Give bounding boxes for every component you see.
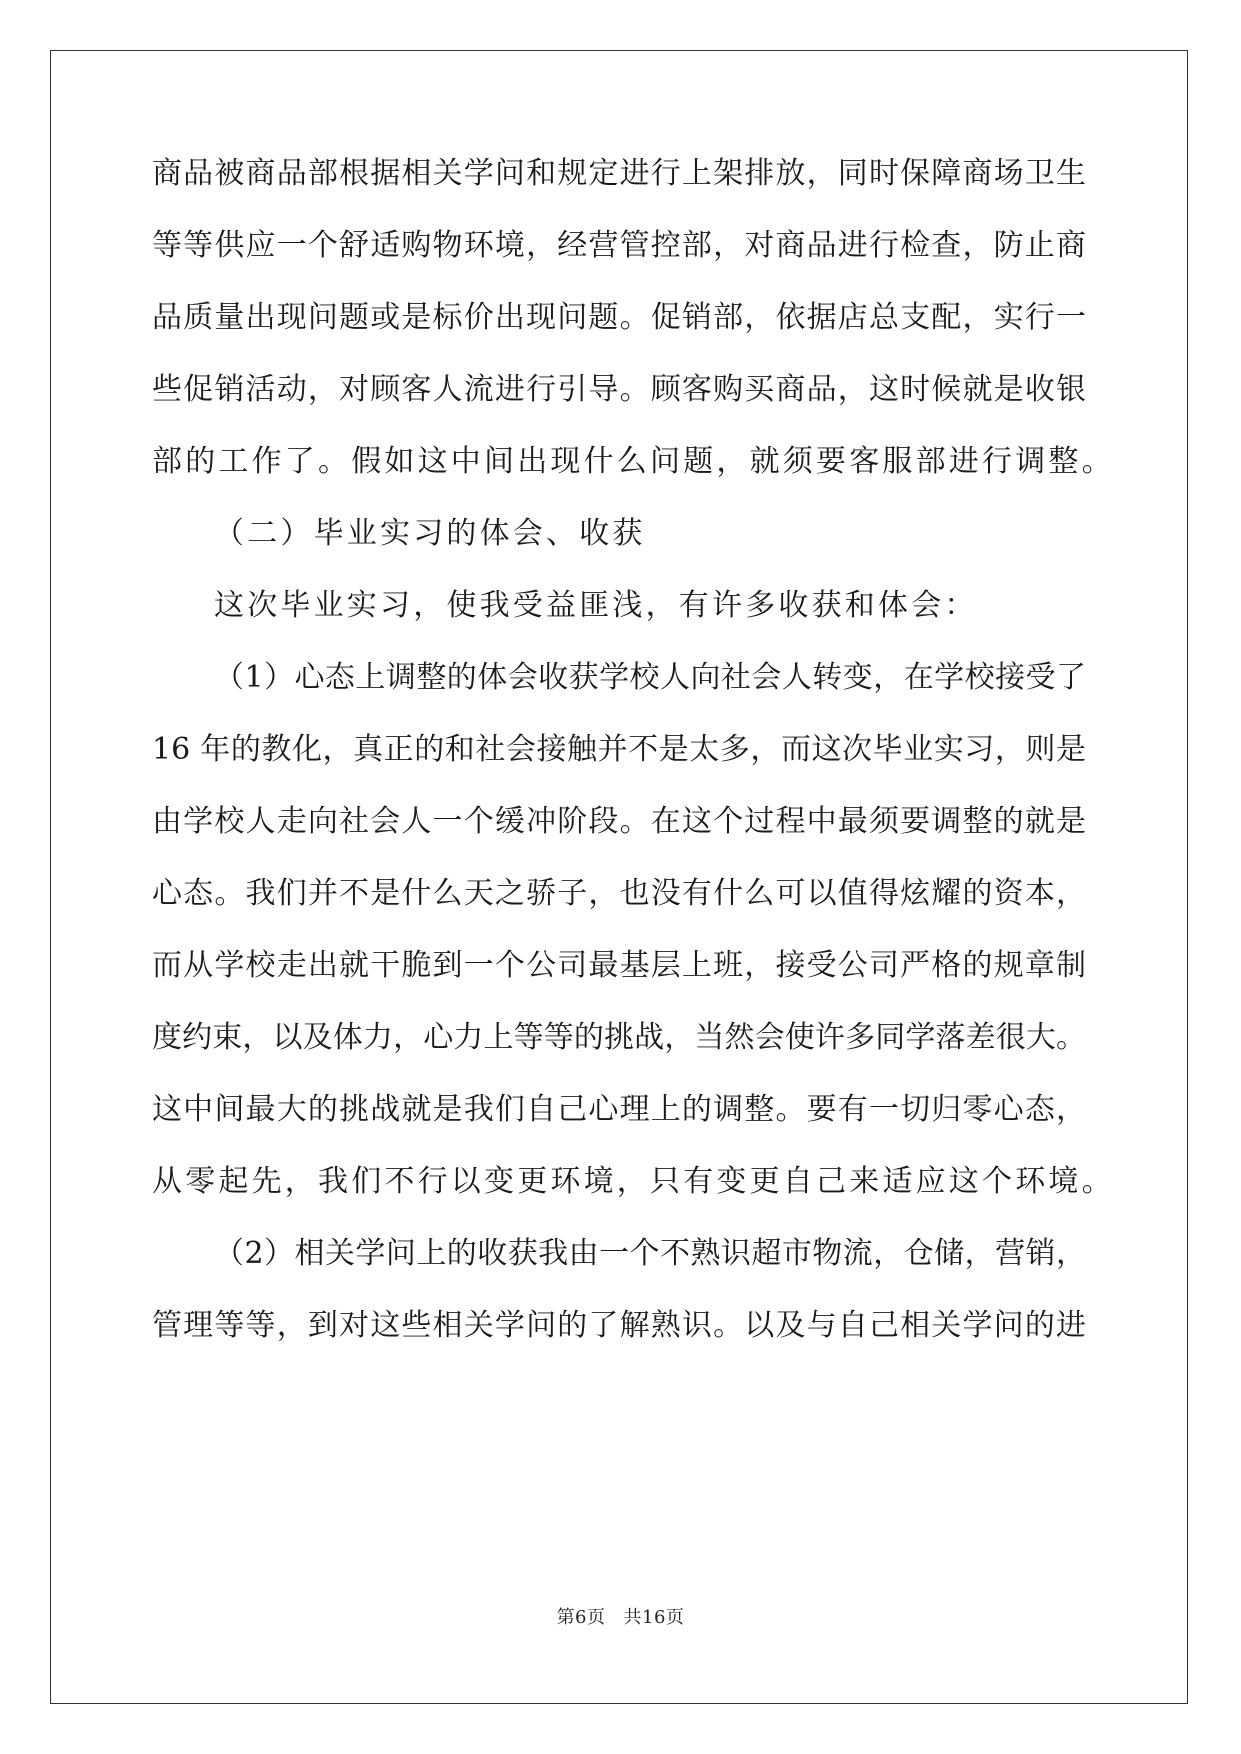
text-line-11: 心态。我们并不是什么天之骄子，也没有什么可以值得炫耀的资本，: [152, 876, 1086, 911]
page-number: 第6页: [556, 1607, 606, 1628]
text-line-4: 些促销活动，对顾客人流进行引导。顾客购买商品，这时候就是收银: [152, 372, 1086, 407]
text-line-8: （1）心态上调整的体会收获学校人向社会人转变，在学校接受了: [214, 660, 1086, 695]
text-line-3: 品质量出现问题或是标价出现问题。促销部，依据店总支配，实行一: [152, 300, 1086, 335]
text-line-17: 管理等等，到对这些相关学问的了解熟识。以及与自己相关学问的进: [152, 1308, 1086, 1343]
section-heading: （二）毕业实习的体会、收获: [214, 516, 646, 551]
text-line-2: 等等供应一个舒适购物环境，经营管控部，对商品进行检查，防止商: [152, 228, 1086, 263]
text-line-1: 商品被商品部根据相关学问和规定进行上架排放，同时保障商场卫生: [152, 156, 1086, 191]
page-total: 共16页: [623, 1607, 685, 1628]
text-line-13: 度约束，以及体力，心力上等等的挑战，当然会使许多同学落差很大。: [152, 1020, 1086, 1055]
text-line-15: 从零起先，我们不行以变更环境，只有变更自己来适应这个环境。: [152, 1164, 1115, 1199]
text-line-10: 由学校人走向社会人一个缓冲阶段。在这个过程中最须要调整的就是: [152, 804, 1086, 839]
text-line-7: 这次毕业实习，使我受益匪浅，有许多收获和体会：: [214, 588, 978, 623]
text-line-14: 这中间最大的挑战就是我们自己心理上的调整。要有一切归零心态，: [152, 1092, 1086, 1127]
text-line-5: 部的工作了。假如这中间出现什么问题，就须要客服部进行调整。: [152, 444, 1115, 479]
text-line-9: 16 年的教化，真正的和社会接触并不是太多，而这次毕业实习，则是: [152, 732, 1086, 767]
text-line-16: （2）相关学问上的收获我由一个不熟识超市物流，仓储，营销，: [214, 1236, 1086, 1271]
text-line-12: 而从学校走出就干脆到一个公司最基层上班，接受公司严格的规章制: [152, 948, 1086, 983]
page-footer: [0, 1606, 1241, 1630]
